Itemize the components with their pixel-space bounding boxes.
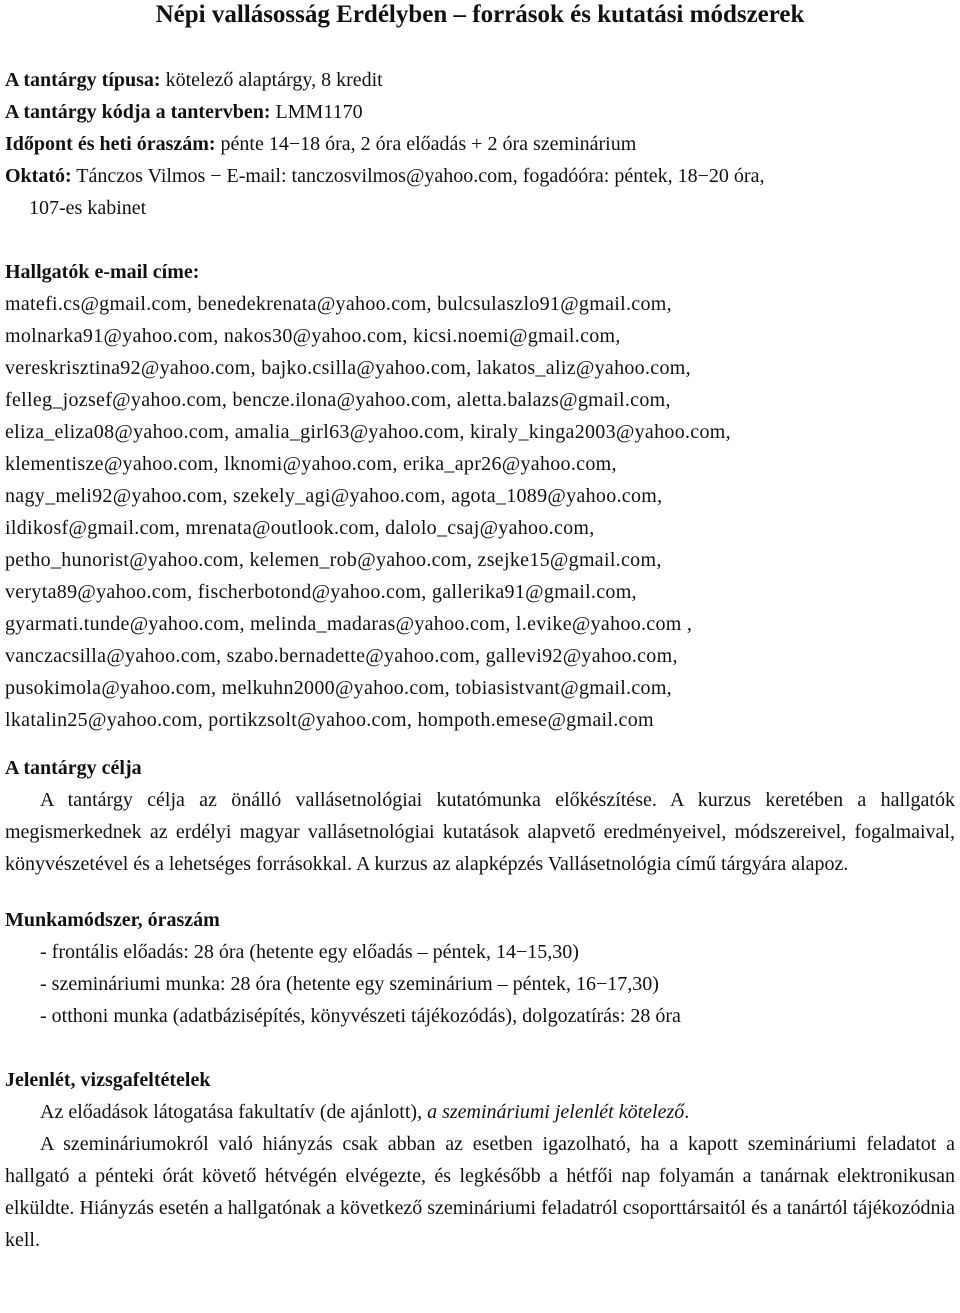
- goal-paragraph: A tantárgy célja az önálló vallásetnológiai kutatómunka előkészítése. A kurzus keretében a hallgatók megismerkednek az erdélyi magyar vallásetnológiai kutatások alapvető eredményeivel, módszereivel, fogalmaival, könyvészetével és a lehetséges forrásokkal. A kurzus az alapképzés Vallásetnológia című tárgyára alapoz.: [5, 789, 955, 875]
- email-line: vanczacsilla@yahoo.com, szabo.bernadette@yahoo.com, gallevi92@yahoo.com,: [5, 645, 678, 667]
- course-code-value: LMM1170: [270, 101, 363, 123]
- email-line: veryta89@yahoo.com, fischerbotond@yahoo.com, gallerika91@gmail.com,: [5, 581, 637, 603]
- course-time-line: [5, 128, 955, 160]
- course-info: [5, 64, 955, 224]
- email-line: felleg_jozsef@yahoo.com, bencze.ilona@yahoo.com, aletta.balazs@gmail.com,: [5, 389, 671, 411]
- goal-heading: A tantárgy célja: [5, 757, 142, 779]
- course-code-label: A tantárgy kódja a tantervben:: [5, 101, 271, 123]
- email-line: lkatalin25@yahoo.com, portikzsolt@yahoo.com, hompoth.emese@gmail.com: [5, 709, 654, 731]
- course-type-line: [5, 64, 955, 96]
- course-time-value: pénte 14−18 óra, 2 óra előadás + 2 óra szeminárium: [215, 133, 637, 155]
- email-line: gyarmati.tunde@yahoo.com, melinda_madaras@yahoo.com, l.evike@yahoo.com ,: [5, 613, 693, 635]
- attendance-paragraph-1: [5, 1096, 955, 1128]
- attendance-paragraph-2: A szemináriumokról való hiányzás csak abban az esetben igazolható, ha a kapott szemináriumi feladatot a hallgató a pénteki órát követő hétvégén elvégezte, és legkésőbb a hétfői nap folyamán a tanárnak elektronikusan elküldte. Hiányzás esetén a hallgatónak a következő szemináriumi feladatról csoporttársaitól és a tanártól tájékozódnia kell.: [5, 1133, 955, 1251]
- email-line: petho_hunorist@yahoo.com, kelemen_rob@yahoo.com, zsejke15@gmail.com,: [5, 549, 662, 571]
- attendance-heading: Jelenlét, vizsgafeltételek: [5, 1069, 211, 1091]
- email-list: [5, 288, 955, 736]
- course-code-line: [5, 96, 955, 128]
- method-item: - frontális előadás: 28 óra (hetente egy előadás – péntek, 14−15,30): [40, 941, 579, 963]
- course-time-label: Időpont és heti óraszám:: [5, 133, 216, 155]
- email-line: vereskrisztina92@yahoo.com, bajko.csilla@yahoo.com, lakatos_aliz@yahoo.com,: [5, 357, 691, 379]
- teacher-room: 107-es kabinet: [29, 197, 147, 219]
- email-line: nagy_meli92@yahoo.com, szekely_agi@yahoo.com, agota_1089@yahoo.com,: [5, 485, 663, 507]
- course-type-value: kötelező alaptárgy, 8 kredit: [160, 69, 383, 91]
- email-line: pusokimola@yahoo.com, melkuhn2000@yahoo.com, tobiasistvant@gmail.com,: [5, 677, 672, 699]
- teacher-label: Oktató:: [5, 165, 72, 187]
- email-line: eliza_eliza08@yahoo.com, amalia_girl63@yahoo.com, kiraly_kinga2003@yahoo.com,: [5, 421, 731, 443]
- email-line: molnarka91@yahoo.com, nakos30@yahoo.com, kicsi.noemi@gmail.com,: [5, 325, 621, 347]
- teacher-line: [5, 160, 955, 192]
- email-line: klementisze@yahoo.com, lknomi@yahoo.com, erika_apr26@yahoo.com,: [5, 453, 617, 475]
- attendance-p1-emphasis: a szemináriumi jelenlét kötelező: [427, 1101, 685, 1123]
- document-title: Népi vallásosság Erdélyben – források és kutatási módszerek: [155, 1, 805, 28]
- method-item: - otthoni munka (adatbázisépítés, könyvészeti tájékozódás), dolgozatírás: 28 óra: [40, 1005, 681, 1027]
- email-line: matefi.cs@gmail.com, benedekrenata@yahoo.com, bulcsulaszlo91@gmail.com,: [5, 293, 672, 315]
- document-page: [5, 0, 955, 1256]
- attendance-p1-end: .: [684, 1101, 690, 1123]
- emails-heading: Hallgatók e-mail címe:: [5, 261, 200, 283]
- method-heading: Munkamódszer, óraszám: [5, 909, 220, 931]
- course-type-label: A tantárgy típusa:: [5, 69, 161, 91]
- teacher-value: Tánczos Vilmos − E-mail: tanczosvilmos@yahoo.com, fogadóóra: péntek, 18−20 óra,: [71, 165, 765, 187]
- method-item: - szemináriumi munka: 28 óra (hetente egy szeminárium – péntek, 16−17,30): [40, 973, 659, 995]
- email-line: ildikosf@gmail.com, mrenata@outlook.com, dalolo_csaj@yahoo.com,: [5, 517, 595, 539]
- attendance-p1-text: Az előadások látogatása fakultatív (de ajánlott),: [40, 1101, 428, 1123]
